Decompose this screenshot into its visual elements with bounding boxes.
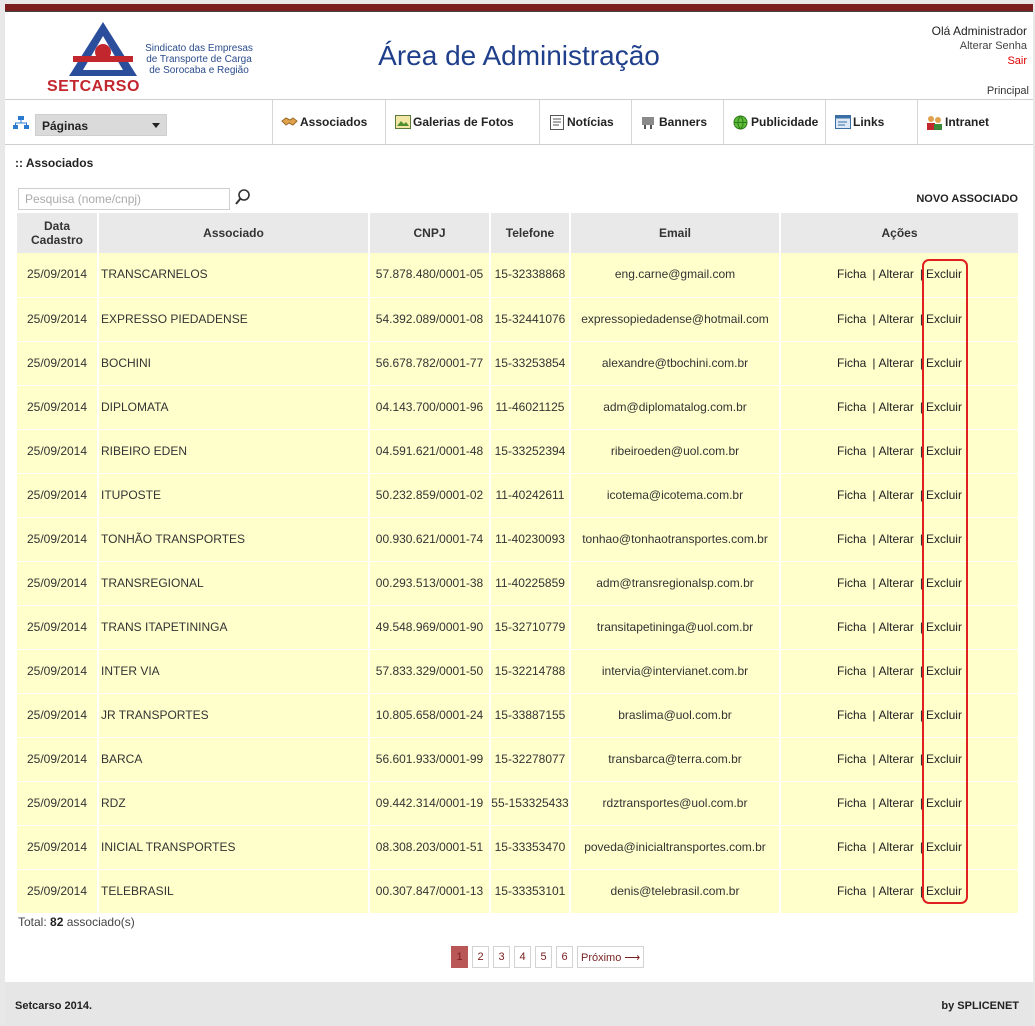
cell-actions [780,429,1019,473]
cell-email: ribeiroeden@uol.com.br [570,429,780,473]
cell-cnpj: 10.805.658/0001-24 [369,693,490,737]
view-record-link[interactable]: Ficha [837,399,867,414]
column-header: Ações [780,213,1019,253]
action-separator: | [919,619,923,634]
edit-record-link[interactable]: Alterar [878,399,914,414]
action-separator: | [919,839,923,854]
cell-cnpj: 56.678.782/0001-77 [369,341,490,385]
action-separator: | [872,619,876,634]
view-record-link[interactable]: Ficha [837,883,867,898]
action-separator: | [919,443,923,458]
cell-associate: TELEBRASIL [98,869,369,913]
page-link[interactable]: 3 [493,946,510,968]
delete-record-link[interactable]: Excluir [925,619,962,634]
action-separator: | [919,399,923,414]
cell-phone: 15-33887155 [490,693,570,737]
delete-record-link[interactable]: Excluir [925,663,962,678]
action-separator: | [872,531,876,546]
top-bar [5,4,1033,12]
cell-cnpj: 04.591.621/0001-48 [369,429,490,473]
column-header[interactable]: CNPJ [369,213,490,253]
delete-record-link[interactable]: Excluir [925,839,962,854]
view-record-link[interactable]: Ficha [837,531,867,546]
action-separator: | [872,443,876,458]
column-header[interactable]: Telefone [490,213,570,253]
cell-date: 25/09/2014 [17,297,98,341]
cell-associate: RIBEIRO EDEN [98,429,369,473]
edit-record-link[interactable]: Alterar [878,751,914,766]
cell-date: 25/09/2014 [17,429,98,473]
delete-record-link[interactable]: Excluir [925,267,962,282]
cell-phone: 11-40242611 [490,473,570,517]
cell-associate: INTER VIA [98,649,369,693]
cell-date: 25/09/2014 [17,517,98,561]
cell-email: eng.carne@gmail.com [570,253,780,297]
table-row [17,869,1019,913]
action-separator: | [919,531,923,546]
delete-record-link[interactable]: Excluir [925,575,962,590]
cell-actions [780,253,1019,297]
column-header[interactable]: Email [570,213,780,253]
action-separator: | [919,487,923,502]
page-link[interactable]: 6 [556,946,573,968]
cell-email: icotema@icotema.com.br [570,473,780,517]
cell-email: intervia@intervianet.com.br [570,649,780,693]
table-row [17,429,1019,473]
brand-tagline-line: de Transporte de Carga [146,54,252,65]
edit-record-link[interactable]: Alterar [878,267,914,282]
action-separator: | [872,795,876,810]
delete-record-link[interactable]: Excluir [925,355,962,370]
brand-name: SETCARSO [47,78,140,95]
action-separator: | [919,355,923,370]
delete-record-link[interactable]: Excluir [925,487,962,502]
cell-cnpj: 00.293.513/0001-38 [369,561,490,605]
cell-cnpj: 49.548.969/0001-90 [369,605,490,649]
delete-record-link[interactable]: Excluir [925,751,962,766]
cell-date: 25/09/2014 [17,385,98,429]
associates-table [17,213,1020,914]
cell-associate: INICIAL TRANSPORTES [98,825,369,869]
action-separator: | [872,883,876,898]
action-separator: | [872,575,876,590]
cell-email: poveda@inicialtransportes.com.br [570,825,780,869]
cell-email: adm@transregionalsp.com.br [570,561,780,605]
cell-email: transitapetininga@uol.com.br [570,605,780,649]
chevron-down-icon [152,123,160,128]
table-row [17,561,1019,605]
page-link[interactable]: 4 [514,946,531,968]
home-link[interactable]: Principal [986,85,1029,97]
action-separator: | [872,487,876,502]
cell-cnpj: 00.307.847/0001-13 [369,869,490,913]
action-separator: | [872,311,876,326]
cell-associate: RDZ [98,781,369,825]
table-row [17,825,1019,869]
handshake-icon [281,115,298,130]
cell-associate: TRANSREGIONAL [98,561,369,605]
cell-phone: 11-46021125 [490,385,570,429]
view-record-link[interactable]: Ficha [837,795,867,810]
total-number: 82 [50,915,64,929]
cell-associate: JR TRANSPORTES [98,693,369,737]
cell-phone: 15-32278077 [490,737,570,781]
edit-record-link[interactable]: Alterar [878,487,914,502]
action-separator: | [919,311,923,326]
view-record-link[interactable]: Ficha [837,839,867,854]
edit-record-link[interactable]: Alterar [878,531,914,546]
news-icon [548,115,565,130]
nav-label: Links [853,115,885,129]
cell-associate: TONHÃO TRANSPORTES [98,517,369,561]
pages-dropdown[interactable] [35,114,167,136]
nav-galerias[interactable] [385,100,539,144]
page-link[interactable]: 1 [451,946,468,968]
footer-credit: by SPLICENET [941,1000,1019,1012]
delete-record-link[interactable]: Excluir [925,531,962,546]
action-separator: | [919,267,923,282]
cell-phone: 15-32338868 [490,253,570,297]
view-record-link[interactable]: Ficha [837,355,867,370]
globe-icon [732,115,749,130]
page-title: Área de Administração [378,40,660,71]
table-row [17,385,1019,429]
column-header[interactable]: Data Cadastro [17,213,98,253]
link-icon [834,115,851,130]
table-row [17,297,1019,341]
table-body [17,253,1019,913]
total-prefix: Total: [18,915,47,929]
table-row [17,605,1019,649]
edit-record-link[interactable]: Alterar [878,443,914,458]
brand-tagline-line: de Sorocaba e Região [149,65,249,76]
edit-record-link[interactable]: Alterar [878,707,914,722]
cell-associate: BARCA [98,737,369,781]
cell-date: 25/09/2014 [17,737,98,781]
search-icon[interactable] [234,188,252,208]
cell-date: 25/09/2014 [17,781,98,825]
nav-links[interactable] [825,100,917,144]
cell-cnpj: 08.308.203/0001-51 [369,825,490,869]
view-record-link[interactable]: Ficha [837,311,867,326]
nav-publicidade[interactable] [723,100,825,144]
delete-record-link[interactable]: Excluir [925,443,962,458]
cell-phone: 15-33353470 [490,825,570,869]
cell-associate: DIPLOMATA [98,385,369,429]
nav-label: Intranet [945,115,990,129]
action-separator: | [919,663,923,678]
cell-actions [780,781,1019,825]
cell-phone: 15-32710779 [490,605,570,649]
page-link[interactable]: 2 [472,946,489,968]
cell-actions [780,737,1019,781]
cell-actions [780,297,1019,341]
table-row [17,473,1019,517]
photo-gallery-icon [394,115,411,130]
cell-email: expressopiedadense@hotmail.com [570,297,780,341]
cell-actions [780,341,1019,385]
delete-record-link[interactable]: Excluir [925,883,962,898]
action-separator: | [872,707,876,722]
action-separator: | [919,883,923,898]
users-icon [926,115,943,130]
cell-actions [780,649,1019,693]
delete-record-link[interactable]: Excluir [925,399,962,414]
new-associate-button[interactable]: NOVO ASSOCIADO [916,193,1018,205]
logout-link[interactable]: Sair [1007,55,1027,67]
nav-associados[interactable] [272,100,385,144]
cell-date: 25/09/2014 [17,693,98,737]
view-record-link[interactable]: Ficha [837,575,867,590]
delete-record-link[interactable]: Excluir [925,795,962,810]
sitemap-icon [13,116,29,130]
cell-cnpj: 57.878.480/0001-05 [369,253,490,297]
action-separator: | [919,795,923,810]
table-row [17,517,1019,561]
cell-date: 25/09/2014 [17,473,98,517]
pages-dropdown-value: Páginas [42,119,89,133]
cell-associate: TRANSCARNELOS [98,253,369,297]
view-record-link[interactable]: Ficha [837,619,867,634]
brand-tagline-line: Sindicato das Empresas [145,43,253,54]
cell-cnpj: 56.601.933/0001-99 [369,737,490,781]
cell-actions [780,517,1019,561]
user-panel [932,24,1027,69]
cell-phone: 15-32214788 [490,649,570,693]
main-nav [5,99,1033,145]
edit-record-link[interactable]: Alterar [878,883,914,898]
edit-record-link[interactable]: Alterar [878,663,914,678]
nav-noticias[interactable] [539,100,631,144]
nav-label: Galerias de Fotos [413,115,514,129]
cell-email: denis@telebrasil.com.br [570,869,780,913]
cell-cnpj: 50.232.859/0001-02 [369,473,490,517]
cell-phone: 15-33252394 [490,429,570,473]
cell-cnpj: 54.392.089/0001-08 [369,297,490,341]
cell-date: 25/09/2014 [17,649,98,693]
action-separator: | [872,663,876,678]
cell-email: transbarca@terra.com.br [570,737,780,781]
action-separator: | [919,751,923,766]
table-row [17,693,1019,737]
view-record-link[interactable]: Ficha [837,663,867,678]
cell-phone: 15-32441076 [490,297,570,341]
view-record-link[interactable]: Ficha [837,751,867,766]
page-link[interactable]: 5 [535,946,552,968]
cell-email: adm@diplomatalog.com.br [570,385,780,429]
search-input[interactable] [18,188,230,210]
cell-date: 25/09/2014 [17,561,98,605]
nav-label: Associados [300,115,368,129]
view-record-link[interactable]: Ficha [837,487,867,502]
cell-date: 25/09/2014 [17,605,98,649]
action-separator: | [872,751,876,766]
cell-actions [780,605,1019,649]
cell-actions [780,693,1019,737]
action-separator: | [919,575,923,590]
column-header[interactable]: Associado [98,213,369,253]
cell-phone: 55-153325433 [490,781,570,825]
banner-icon [640,115,657,130]
cell-email: alexandre@tbochini.com.br [570,341,780,385]
table-row [17,341,1019,385]
section-title: :: Associados [15,156,94,170]
cell-cnpj: 04.143.700/0001-96 [369,385,490,429]
table-row [17,649,1019,693]
delete-record-link[interactable]: Excluir [925,707,962,722]
cell-actions [780,385,1019,429]
view-record-link[interactable]: Ficha [837,267,867,282]
nav-label: Publicidade [751,115,819,129]
cell-cnpj: 00.930.621/0001-74 [369,517,490,561]
table-row [17,781,1019,825]
cell-date: 25/09/2014 [17,869,98,913]
view-record-link[interactable]: Ficha [837,443,867,458]
action-separator: | [919,707,923,722]
cell-phone: 11-40225859 [490,561,570,605]
cell-actions [780,825,1019,869]
next-page-button[interactable]: Próximo ⟶ [577,946,644,968]
view-record-link[interactable]: Ficha [837,707,867,722]
cell-email: braslima@uol.com.br [570,693,780,737]
cell-phone: 11-40230093 [490,517,570,561]
table-row [17,253,1019,297]
cell-associate: ITUPOSTE [98,473,369,517]
cell-associate: BOCHINI [98,341,369,385]
cell-date: 25/09/2014 [17,341,98,385]
cell-actions [780,473,1019,517]
cell-cnpj: 09.442.314/0001-19 [369,781,490,825]
nav-label: Notícias [567,115,614,129]
nav-banners[interactable] [631,100,723,144]
cell-actions [780,869,1019,913]
total-suffix: associado(s) [66,915,135,929]
edit-record-link[interactable]: Alterar [878,619,914,634]
edit-record-link[interactable]: Alterar [878,839,914,854]
edit-record-link[interactable]: Alterar [878,311,914,326]
cell-associate: TRANS ITAPETININGA [98,605,369,649]
cell-actions [780,561,1019,605]
edit-record-link[interactable]: Alterar [878,795,914,810]
edit-record-link[interactable]: Alterar [878,355,914,370]
cell-date: 25/09/2014 [17,253,98,297]
table-header-row [17,213,1019,253]
user-greeting: Olá Administrador [931,24,1027,38]
delete-record-link[interactable]: Excluir [925,311,962,326]
change-password-link[interactable]: Alterar Senha [959,40,1027,52]
page-frame [5,4,1033,1026]
cell-email: rdztransportes@uol.com.br [570,781,780,825]
footer-copyright: Setcarso 2014. [15,1000,93,1012]
cell-phone: 15-33253854 [490,341,570,385]
cell-cnpj: 57.833.329/0001-50 [369,649,490,693]
total-count [18,915,135,929]
nav-intranet[interactable] [917,100,1033,144]
pagination [451,946,644,968]
edit-record-link[interactable]: Alterar [878,575,914,590]
cell-date: 25/09/2014 [17,825,98,869]
action-separator: | [872,839,876,854]
action-separator: | [872,355,876,370]
cell-associate: EXPRESSO PIEDADENSE [98,297,369,341]
table-row [17,737,1019,781]
cell-phone: 15-33353101 [490,869,570,913]
action-separator: | [872,399,876,414]
nav-label: Banners [659,115,708,129]
footer [5,982,1033,1026]
cell-email: tonhao@tonhaotransportes.com.br [570,517,780,561]
action-separator: | [872,267,876,282]
